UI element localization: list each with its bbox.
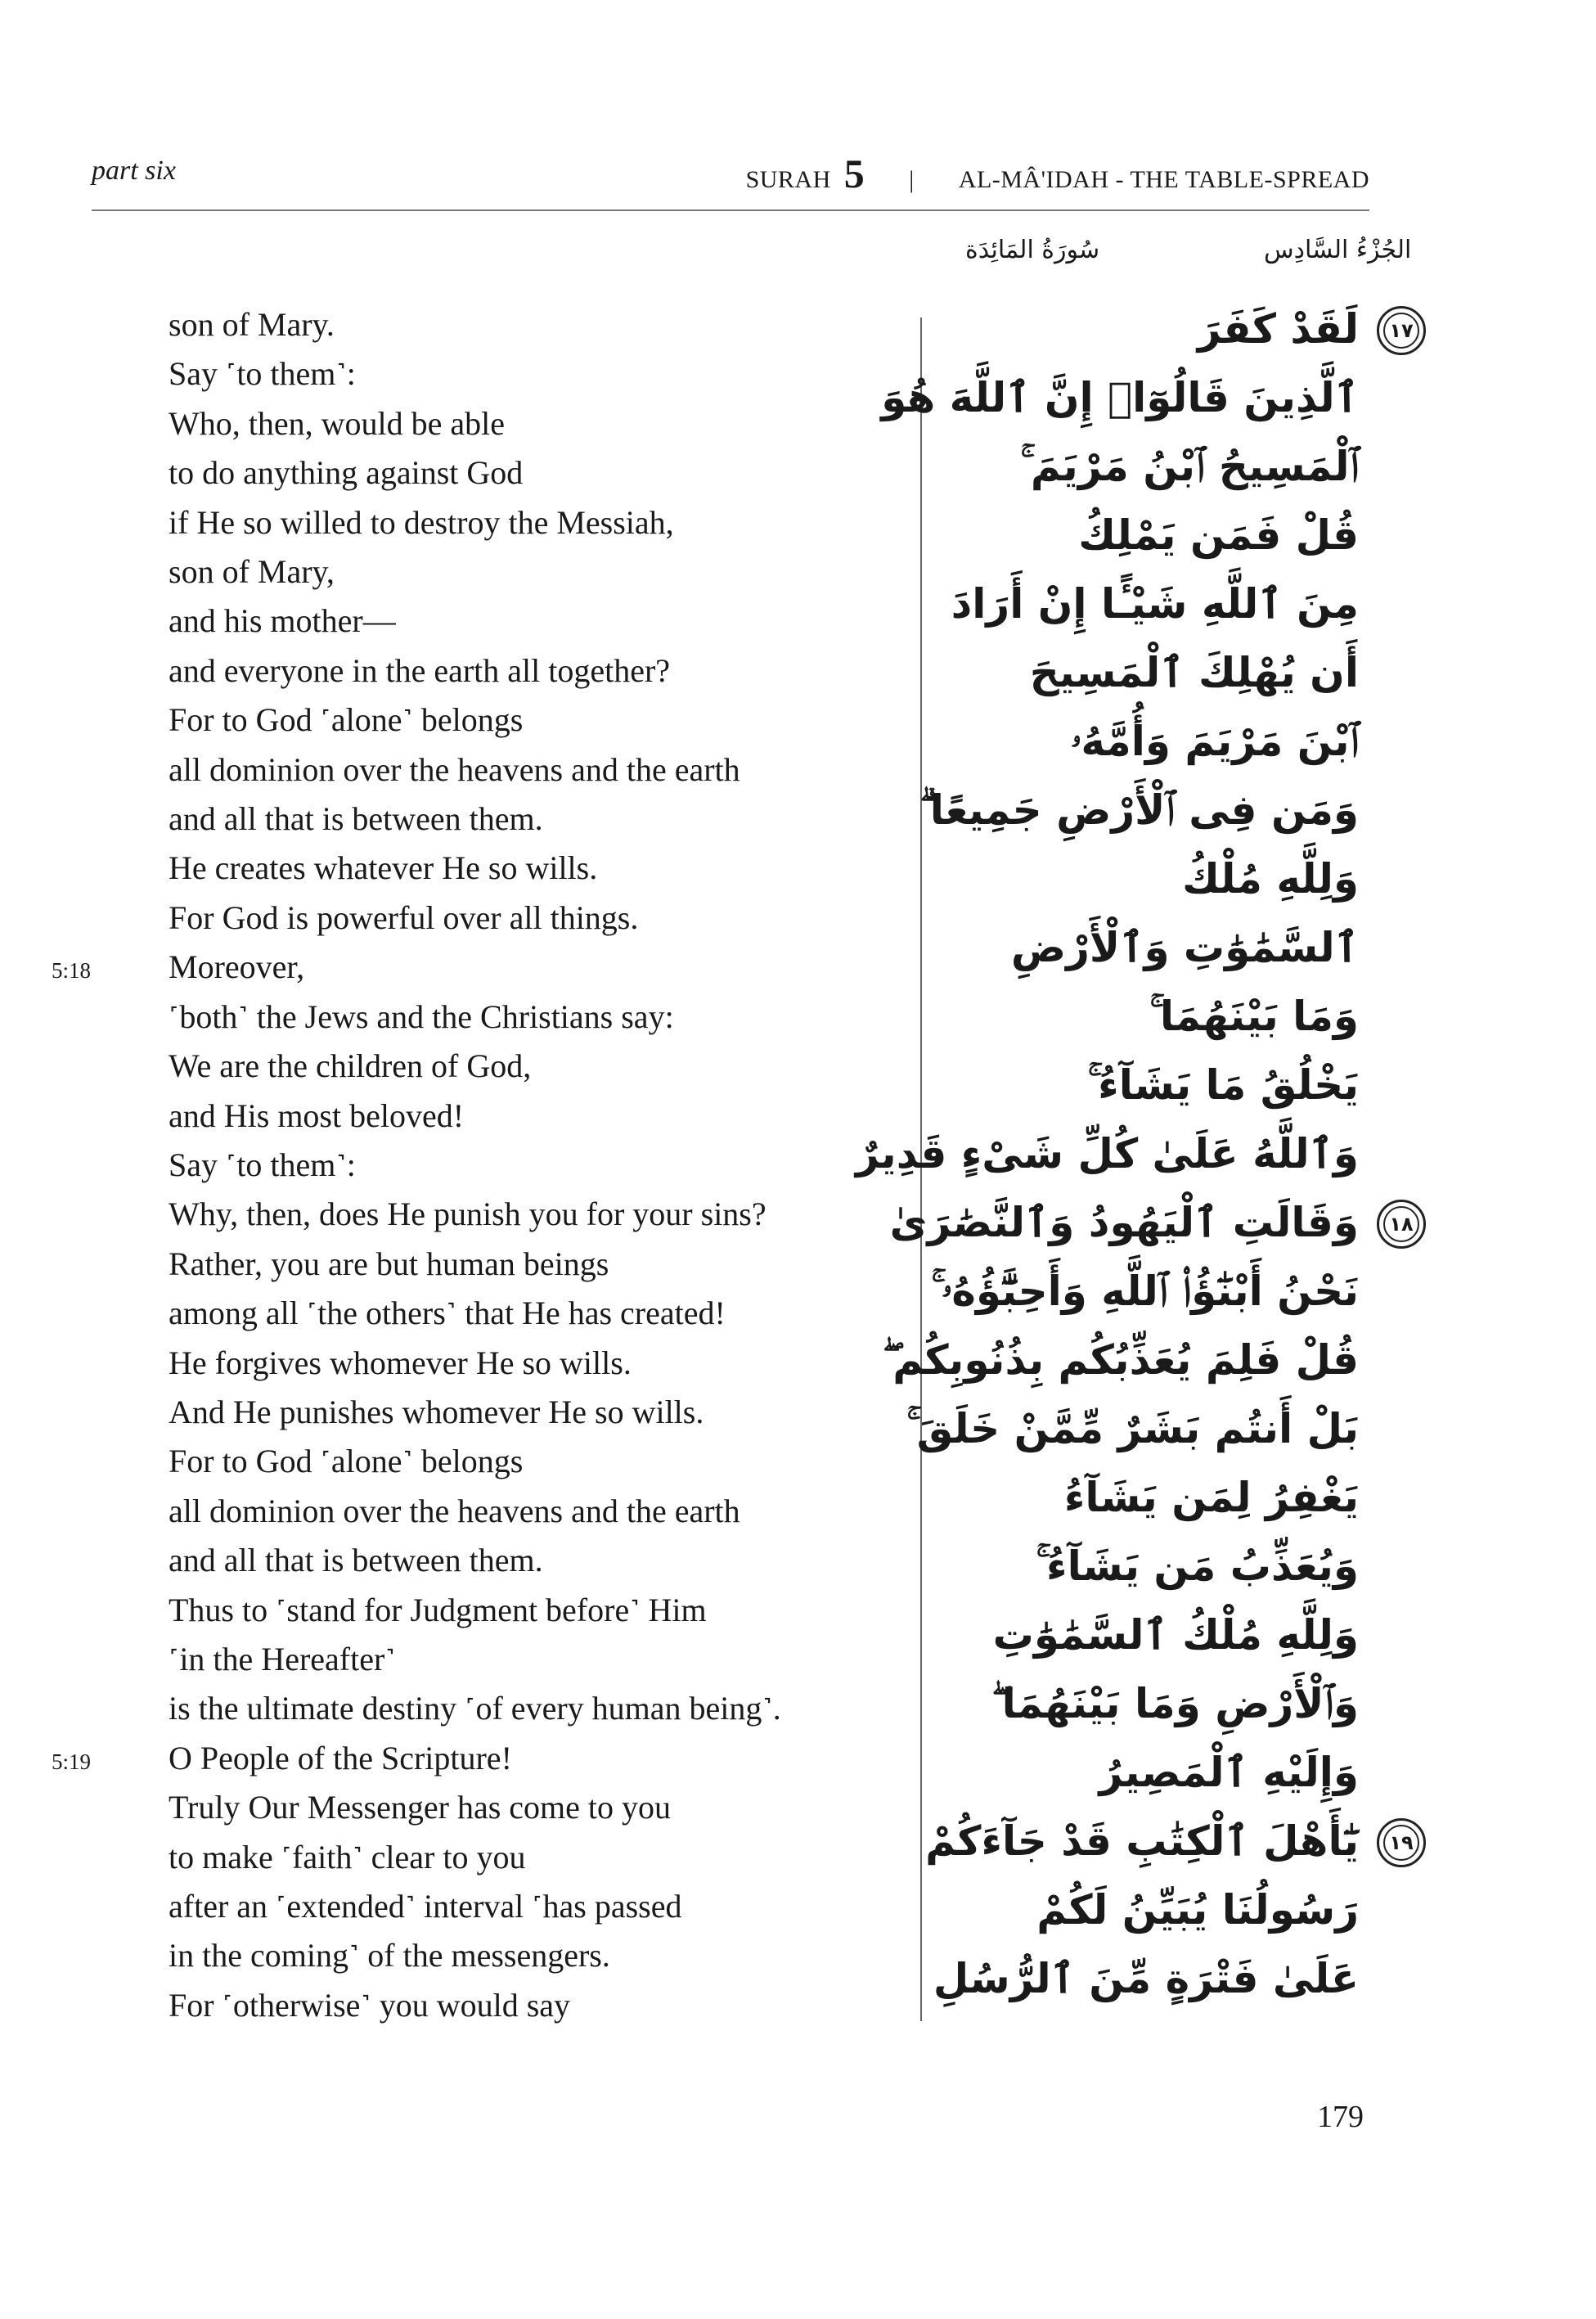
verse-number: 5:18	[52, 958, 92, 984]
translation-text: to do anything against God	[169, 454, 524, 492]
arabic-text-line: وَمَا بَيْنَهُمَا ۚ	[1149, 993, 1359, 1040]
translation-text: Who, then, would be able	[169, 404, 505, 442]
arabic-line	[901, 982, 1359, 1051]
translation-line	[169, 349, 781, 399]
arabic-line	[901, 1532, 1359, 1601]
surah-label: SURAH	[745, 166, 831, 193]
translation-text: and His most beloved!	[169, 1096, 465, 1134]
translation-line	[169, 1783, 781, 1832]
translation-text: Why, then, does He punish you for your sins?	[169, 1196, 767, 1233]
translation-text: ˹both˺ the Jews and the Christians say:	[169, 997, 674, 1035]
arabic-line	[881, 363, 1359, 432]
translation-line	[169, 1092, 781, 1141]
arabic-text-line: قُلْ فَلِمَ يُعَذِّبُكُم بِذُنُوبِكُم ۖ	[882, 1336, 1359, 1384]
translation-line	[169, 1931, 781, 1980]
translation-text: For to God ˹alone˺ belongs	[169, 1443, 524, 1480]
arabic-line	[855, 1119, 1359, 1188]
arabic-text-line: وَٱلْأَرْضِ وَمَا بَيْنَهُمَا ۖ	[991, 1680, 1359, 1727]
arabic-text-line: وَلِلَّهِ مُلْكُ ٱلسَّمَٰوَٰتِ	[992, 1611, 1359, 1659]
arabic-line	[901, 1807, 1414, 1875]
translation-text: all dominion over the heavens and the earth	[169, 750, 740, 788]
arabic-text-line: ٱلسَّمَٰوَٰتِ وَٱلْأَرْضِ	[1010, 924, 1359, 971]
arabic-line	[901, 707, 1359, 776]
translation-text: Rather, you are but human beings	[169, 1245, 609, 1282]
arabic-text-line: مِنَ ٱللَّهِ شَيْـًٔا إِنْ أَرَادَ	[951, 580, 1359, 628]
translation-line	[169, 1586, 781, 1635]
translation-text: to make ˹faith˺ clear to you	[169, 1838, 526, 1875]
verse-marker-icon: ١٩	[1377, 1818, 1426, 1867]
running-head-part: part six	[92, 155, 176, 186]
arabic-text-line: وَإِلَيْهِ ٱلْمَصِيرُ	[1099, 1749, 1359, 1796]
translation-line	[169, 1536, 781, 1585]
translation-text: all dominion over the heavens and the earth	[169, 1492, 740, 1529]
translation-text: Say ˹to them˺:	[169, 1146, 356, 1183]
arabic-line	[901, 776, 1359, 844]
translation-line	[169, 547, 781, 597]
arabic-line	[901, 432, 1359, 501]
arabic-text-line: وَقَالَتِ ٱلْيَهُودُ وَٱلنَّصَٰرَىٰ	[889, 1199, 1359, 1246]
translation-text: and all that is between them.	[169, 1542, 543, 1579]
translation-text: among all ˹the others˺ that He has created!	[169, 1295, 726, 1332]
english-translation	[52, 300, 781, 2030]
arabic-line	[901, 501, 1359, 570]
running-head-surah	[746, 150, 1369, 197]
translation-text: ˹in the Hereafter˺	[169, 1640, 396, 1677]
arabic-text-line: رَسُولُنَا يُبَيِّنُ لَكُمْ	[1036, 1886, 1359, 1934]
arabic-line	[901, 638, 1359, 707]
translation-text: Say ˹to them˺:	[169, 355, 356, 393]
translation-line	[169, 1833, 781, 1882]
translation-text: and his mother—	[169, 602, 396, 640]
arabic-text-line: ٱبْنَ مَرْيَمَ وَأُمَّهُۥ	[1070, 718, 1359, 765]
translation-line	[169, 1981, 781, 2030]
arabic-line	[901, 913, 1359, 982]
translation-line	[169, 1289, 781, 1338]
translation-line	[52, 943, 781, 992]
translation-line	[169, 1042, 781, 1091]
arabic-text-line: يَٰٓأَهْلَ ٱلْكِتَٰبِ قَدْ جَآءَكُمْ	[925, 1817, 1359, 1865]
arabic-line	[901, 1944, 1359, 2013]
translation-line	[169, 300, 781, 349]
arabic-line	[889, 1188, 1414, 1257]
translation-text: For to God ˹alone˺ belongs	[169, 701, 524, 739]
arabic-line	[901, 1257, 1359, 1326]
page-number: 179	[1317, 2100, 1364, 2134]
translation-text: in the coming˺ of the messengers.	[169, 1937, 610, 1975]
translation-line	[169, 1635, 781, 1684]
translation-line	[169, 894, 781, 943]
translation-line	[169, 1339, 781, 1388]
translation-text: after an ˹extended˺ interval ˹has passed	[169, 1888, 682, 1925]
translation-text: and everyone in the earth all together?	[169, 651, 671, 689]
arabic-line	[901, 295, 1414, 363]
translation-text: For ˹otherwise˺ you would say	[169, 1986, 571, 2024]
arabic-text-line: وَيُعَذِّبُ مَن يَشَآءُ ۚ	[1036, 1542, 1359, 1590]
translation-text: if He so willed to destroy the Messiah,	[169, 503, 674, 541]
arabic-text-line: وَلِلَّهِ مُلْكُ	[1182, 855, 1359, 903]
arabic-text-line: لَقَدْ كَفَرَ	[1197, 305, 1359, 353]
translation-line	[169, 1240, 781, 1289]
translation-line	[169, 844, 781, 893]
translation-text: son of Mary.	[169, 306, 335, 343]
arabic-text-line: قُلْ فَمَن يَمْلِكُ	[1078, 511, 1359, 559]
translation-text: And He punishes whomever He so wills.	[169, 1393, 704, 1430]
arabic-line	[901, 1463, 1359, 1532]
translation-text: He creates whatever He so wills.	[169, 849, 598, 887]
verse-number: 5:19	[52, 1749, 92, 1774]
arabic-text-line: ٱلْمَسِيحُ ٱبْنُ مَرْيَمَ ۚ	[1020, 443, 1359, 490]
translation-text: Moreover,	[169, 948, 305, 986]
arabic-line	[882, 1326, 1359, 1394]
arabic-text-line: عَلَىٰ فَتْرَةٍ مِّنَ ٱلرُّسُلِ	[933, 1955, 1359, 2002]
translation-text: O People of the Scripture!	[169, 1739, 512, 1776]
arabic-text-line: وَٱللَّهُ عَلَىٰ كُلِّ شَىْءٍ قَدِيرٌ	[855, 1130, 1359, 1178]
arabic-surah-name: سُورَةُ المَائِدَة	[965, 236, 1100, 264]
translation-line	[169, 795, 781, 844]
translation-text: son of Mary,	[169, 553, 335, 591]
arabic-line	[901, 844, 1359, 913]
arabic-line	[901, 1875, 1359, 1944]
arabic-line	[901, 1601, 1359, 1669]
translation-line	[169, 993, 781, 1042]
translation-text: is the ultimate destiny ˹of every human being˺.	[169, 1690, 781, 1727]
translation-line	[169, 1487, 781, 1536]
translation-text: We are the children of God,	[169, 1047, 532, 1085]
translation-line	[52, 1734, 781, 1783]
translation-line	[169, 1684, 781, 1733]
arabic-text-line: أَن يُهْلِكَ ٱلْمَسِيحَ	[1029, 649, 1359, 696]
translation-line	[169, 1388, 781, 1437]
header-rule	[92, 209, 1369, 211]
translation-line	[169, 696, 781, 745]
translation-line	[169, 399, 781, 448]
surah-title: AL-MÂ'IDAH - THE TABLE-SPREAD	[958, 166, 1369, 193]
arabic-text-line: وَمَن فِى ٱلْأَرْضِ جَمِيعًا ۗ	[919, 786, 1359, 834]
translation-text: and all that is between them.	[169, 800, 543, 838]
arabic-text-line: نَحْنُ أَبْنَٰٓؤُا۟ ٱللَّهِ وَأَحِبَّٰٓؤُهُۥ ۚ	[931, 1268, 1359, 1315]
arabic-line	[901, 570, 1359, 638]
translation-line	[169, 1190, 781, 1239]
arabic-text-line: يَغْفِرُ لِمَن يَشَآءُ	[1063, 1474, 1359, 1521]
translation-text: For God is powerful over all things.	[169, 898, 639, 936]
translation-text: He forgives whomever He so wills.	[169, 1344, 632, 1381]
translation-text: Truly Our Messenger has come to you	[169, 1789, 672, 1826]
arabic-part-name: الجُزْءُ السَّادِس	[1264, 236, 1412, 264]
arabic-text	[855, 295, 1414, 2013]
translation-text: Thus to ˹stand for Judgment before˺ Him	[169, 1591, 707, 1628]
translation-line	[169, 1882, 781, 1931]
verse-marker-icon: ١٨	[1377, 1200, 1426, 1249]
arabic-line	[901, 1051, 1359, 1119]
translation-line	[169, 646, 781, 696]
header-separator: |	[909, 166, 915, 193]
translation-line	[169, 498, 781, 547]
translation-line	[169, 1437, 781, 1486]
arabic-text-line: ٱلَّذِينَ قَالُوٓا۟ إِنَّ ٱللَّهَ هُوَ	[881, 374, 1359, 421]
translation-line	[169, 448, 781, 498]
translation-line	[169, 1141, 781, 1190]
translation-line	[169, 745, 781, 795]
surah-number: 5	[843, 151, 865, 196]
arabic-line	[901, 1394, 1359, 1463]
arabic-line	[901, 1669, 1359, 1738]
arabic-text-line: بَلْ أَنتُم بَشَرٌ مِّمَّنْ خَلَقَ ۚ	[906, 1405, 1359, 1452]
translation-line	[169, 597, 781, 646]
arabic-line	[901, 1738, 1359, 1807]
verse-marker-icon: ١٧	[1377, 306, 1426, 355]
arabic-text-line: يَخْلُقُ مَا يَشَآءُ ۚ	[1087, 1061, 1359, 1109]
